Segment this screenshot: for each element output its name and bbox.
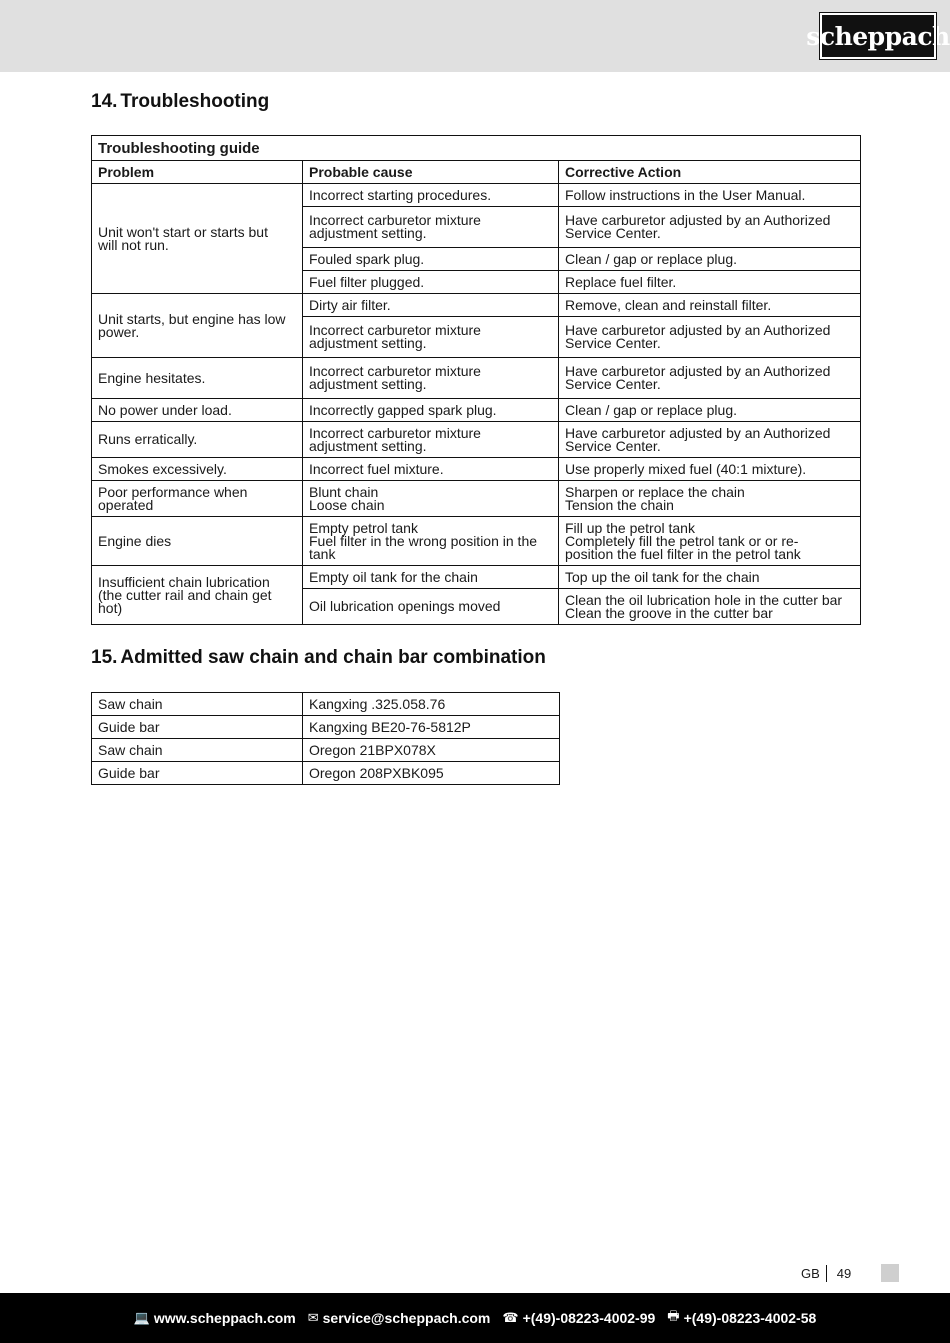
- component-label: Saw chain: [92, 693, 303, 716]
- chain-bar-combination-table: [91, 692, 560, 785]
- page-number-value: 49: [836, 1266, 852, 1281]
- component-model: Kangxing BE20-76-5812P: [303, 716, 560, 739]
- cause-cell: Fouled spark plug.: [303, 248, 559, 271]
- action-cell: Have carburetor adjusted by an Authorized Service Center.: [559, 317, 861, 358]
- component-label: Saw chain: [92, 739, 303, 762]
- cause-cell: Empty petrol tank Fuel filter in the wrong position in the tank: [303, 517, 559, 566]
- action-cell: Sharpen or replace the chain Tension the chain: [559, 481, 861, 517]
- problem-cell: Smokes excessively.: [92, 458, 303, 481]
- table-row: [92, 762, 560, 785]
- problem-cell: Poor performance when operated: [92, 481, 303, 517]
- cause-cell: Fuel filter plugged.: [303, 271, 559, 294]
- problem-cell: Engine hesitates.: [92, 358, 303, 399]
- table-row: [92, 566, 861, 589]
- problem-cell: Insufficient chain lubrication (the cutter rail and chain get hot): [92, 566, 303, 625]
- table-row: [92, 517, 861, 566]
- component-model: Kangxing .325.058.76: [303, 693, 560, 716]
- table-row: [92, 358, 861, 399]
- footer-bar: [0, 1293, 950, 1343]
- header-corrective-action: Corrective Action: [559, 161, 861, 184]
- cause-cell: Incorrect fuel mixture.: [303, 458, 559, 481]
- cause-cell: Incorrect carburetor mixture adjustment setting.: [303, 317, 559, 358]
- component-model: Oregon 21BPX078X: [303, 739, 560, 762]
- troubleshooting-table: [91, 135, 861, 625]
- cause-cell: Dirty air filter.: [303, 294, 559, 317]
- cause-cell: Oil lubrication openings moved: [303, 589, 559, 625]
- cause-cell: Incorrect carburetor mixture adjustment setting.: [303, 207, 559, 248]
- table-row: [92, 294, 861, 317]
- cause-cell: Incorrect carburetor mixture adjustment setting.: [303, 422, 559, 458]
- component-model: Oregon 208PXBK095: [303, 762, 560, 785]
- table-row: [92, 739, 560, 762]
- action-cell: Have carburetor adjusted by an Authorized Service Center.: [559, 422, 861, 458]
- footer-website[interactable]: www.scheppach.com: [153, 1310, 296, 1326]
- action-cell: Follow instructions in the User Manual.: [559, 184, 861, 207]
- action-cell: Clean / gap or replace plug.: [559, 248, 861, 271]
- component-label: Guide bar: [92, 762, 303, 785]
- cause-cell: Incorrectly gapped spark plug.: [303, 399, 559, 422]
- cause-cell: Incorrect starting procedures.: [303, 184, 559, 207]
- page-language: GB: [801, 1266, 820, 1281]
- page-divider: [826, 1265, 827, 1282]
- monitor-icon: 💻: [133, 1310, 150, 1325]
- problem-cell: Unit starts, but engine has low power.: [92, 294, 303, 358]
- table-row: [92, 399, 861, 422]
- table-row: [92, 184, 861, 207]
- action-cell: Remove, clean and reinstall filter.: [559, 294, 861, 317]
- component-label: Guide bar: [92, 716, 303, 739]
- phone-icon: ☎: [502, 1310, 519, 1325]
- action-cell: Use properly mixed fuel (40:1 mixture).: [559, 458, 861, 481]
- cause-cell: Empty oil tank for the chain: [303, 566, 559, 589]
- cause-cell: Incorrect carburetor mixture adjustment setting.: [303, 358, 559, 399]
- footer-email[interactable]: service@scheppach.com: [322, 1310, 491, 1326]
- section-15-number: 15.: [91, 647, 118, 668]
- table-row: [92, 481, 861, 517]
- fax-icon: 🖶: [667, 1308, 680, 1323]
- action-cell: Fill up the petrol tank Completely fill the petrol tank or or re- position the fuel filter in the petrol tank: [559, 517, 861, 566]
- table-row: [92, 693, 560, 716]
- troubleshooting-guide-title: Troubleshooting guide: [92, 136, 861, 161]
- action-cell: Clean / gap or replace plug.: [559, 399, 861, 422]
- header-problem: Problem: [92, 161, 303, 184]
- footer-phone: +(49)-08223-4002-99: [522, 1310, 656, 1326]
- problem-cell: Unit won't start or starts but will not run.: [92, 184, 303, 294]
- action-cell: Top up the oil tank for the chain: [559, 566, 861, 589]
- action-cell: Have carburetor adjusted by an Authorized Service Center.: [559, 358, 861, 399]
- problem-cell: No power under load.: [92, 399, 303, 422]
- problem-cell: Runs erratically.: [92, 422, 303, 458]
- header-probable-cause: Probable cause: [303, 161, 559, 184]
- action-cell: Clean the oil lubrication hole in the cutter bar Clean the groove in the cutter bar: [559, 589, 861, 625]
- envelope-icon: ✉: [307, 1310, 319, 1325]
- section-14-number: 14.: [91, 91, 118, 112]
- footer-fax: +(49)-08223-4002-58: [683, 1310, 817, 1326]
- section-15-text: Admitted saw chain and chain bar combination: [120, 647, 546, 668]
- section-14-title: [91, 91, 269, 113]
- table-row: [92, 458, 861, 481]
- page-marker: [881, 1264, 899, 1282]
- problem-cell: Engine dies: [92, 517, 303, 566]
- cause-cell: Blunt chain Loose chain: [303, 481, 559, 517]
- table-row: [92, 422, 861, 458]
- scheppach-logo: scheppach: [820, 13, 936, 59]
- action-cell: Have carburetor adjusted by an Authorized Service Center.: [559, 207, 861, 248]
- page-number: [801, 1265, 851, 1282]
- section-15-title: [91, 647, 546, 669]
- section-14-text: Troubleshooting: [120, 91, 270, 112]
- action-cell: Replace fuel filter.: [559, 271, 861, 294]
- table-row: [92, 716, 560, 739]
